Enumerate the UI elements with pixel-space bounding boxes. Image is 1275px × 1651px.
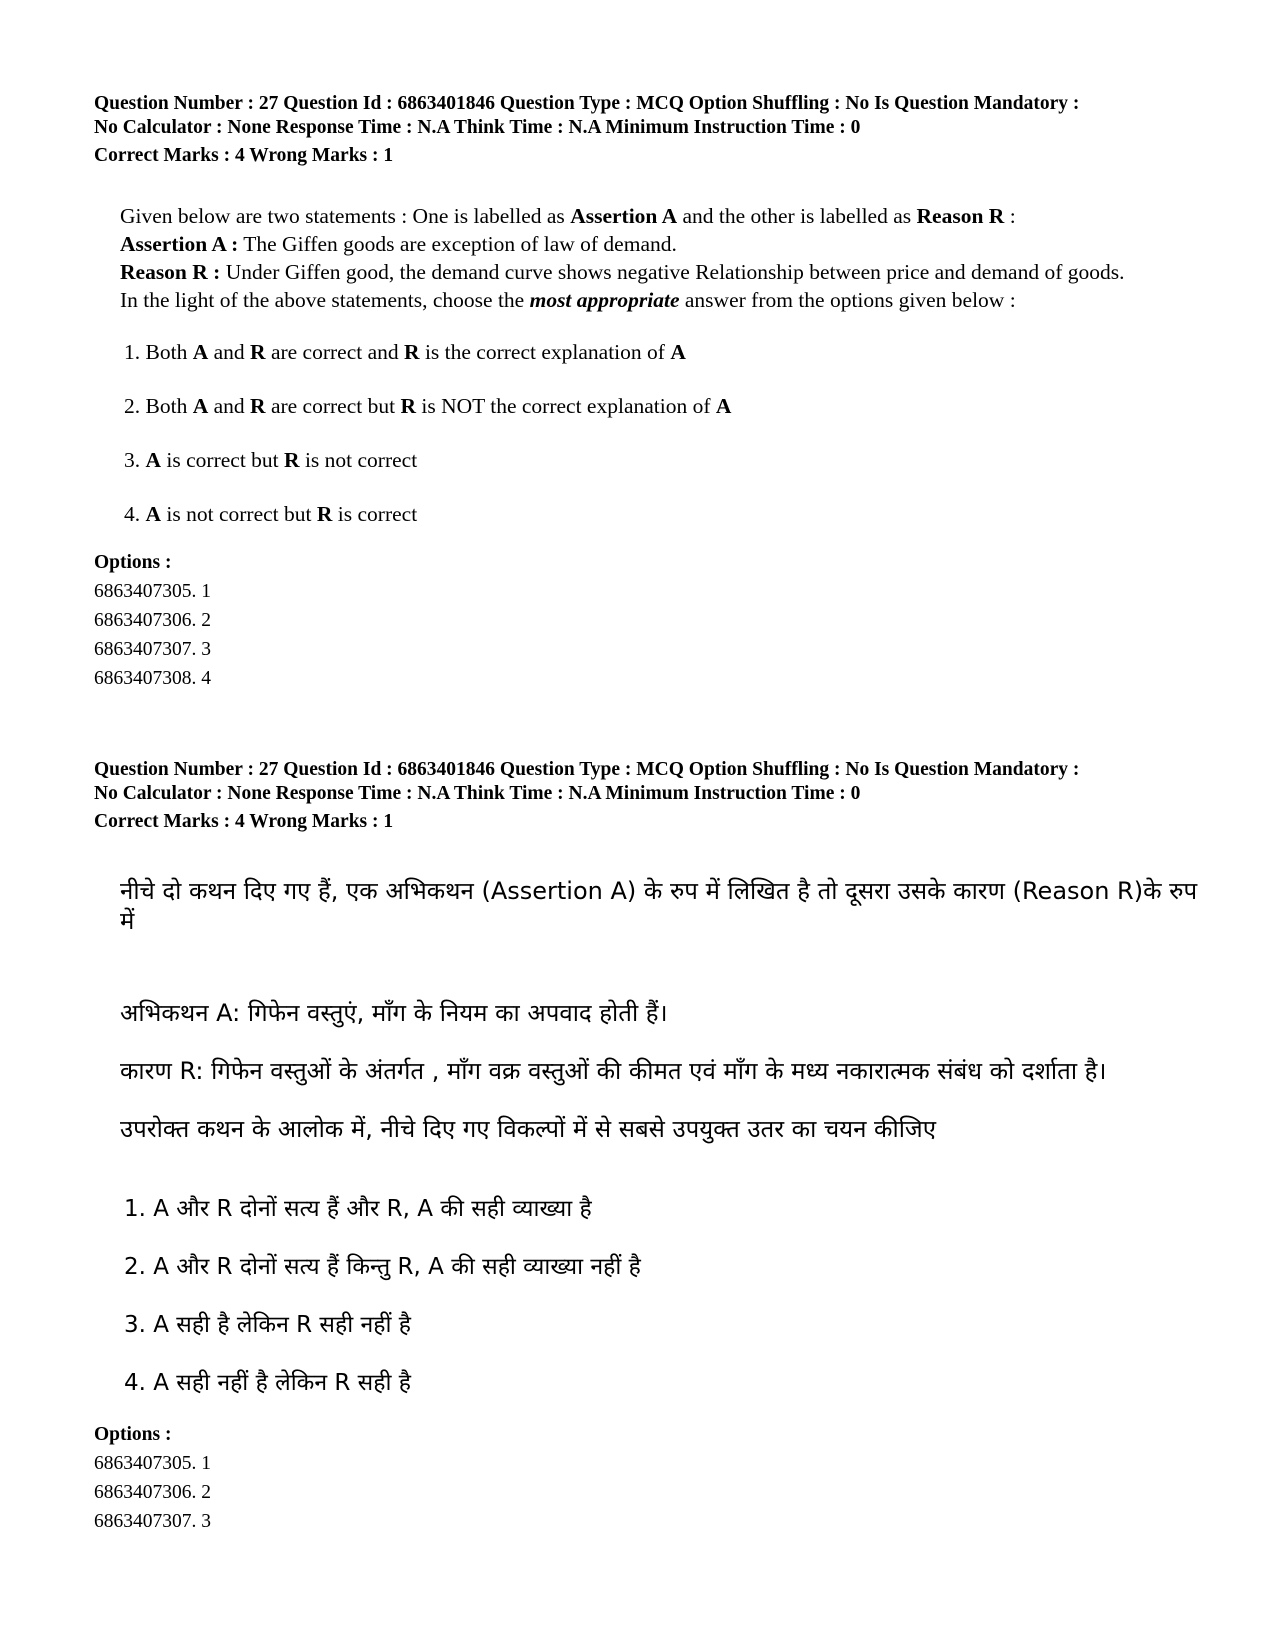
answer-choice-4: 4. A is not correct but R is correct	[124, 502, 418, 526]
option-item: 6863407306. 2	[94, 610, 211, 631]
answer-choice-1: 1. A और R दोनों सत्य हैं और R, A की सही व्याख्या है	[124, 1196, 592, 1222]
assertion-statement: Assertion A : The Giffen goods are exception of law of demand.	[120, 232, 677, 256]
question-block-hindi	[94, 758, 1198, 1536]
answer-choice-3: 3. A is correct but R is not correct	[124, 448, 418, 472]
options-heading: Options :	[94, 552, 172, 573]
question-body	[120, 202, 1200, 314]
marks-line: Correct Marks : 4 Wrong Marks : 1	[94, 811, 394, 832]
statement-intro: Given below are two statements : One is labelled as Assertion A and the other is labelled as Reason R :	[120, 204, 1016, 228]
instruction-text-hindi: उपरोक्त कथन के आलोक में, नीचे दिए गए विकल्पों में से सबसे उपयुक्त उतर का चयन कीजिए	[120, 1115, 936, 1143]
question-block-english	[94, 92, 1194, 693]
option-item: 6863407306. 2	[94, 1482, 211, 1503]
answer-choice-1: 1. Both A and R are correct and R is the correct explanation of A	[124, 340, 686, 364]
question-body-hindi	[120, 876, 1205, 1144]
answer-choice-3: 3. A सही है लेकिन R सही नहीं है	[124, 1312, 411, 1338]
question-meta-line-1: Question Number : 27 Question Id : 6863401846 Question Type : MCQ Option Shuffling : No Is Question Mandatory :	[94, 759, 1080, 780]
options-list	[94, 1420, 1194, 1536]
statement-intro-hindi: नीचे दो कथन दिए गए हैं, एक अभिकथन (Assertion A) के रुप में लिखित है तो दूसरा उसके कारण (Reason R)के रुप में	[120, 877, 1198, 935]
question-meta-line-1: Question Number : 27 Question Id : 6863401846 Question Type : MCQ Option Shuffling : No Is Question Mandatory :	[94, 93, 1080, 114]
reason-statement: Reason R : Under Giffen good, the demand curve shows negative Relationship between price and demand of goods.	[120, 260, 1125, 284]
options-heading: Options :	[94, 1424, 172, 1445]
answer-choice-4: 4. A सही नहीं है लेकिन R सही है	[124, 1370, 411, 1396]
answer-choices	[124, 338, 1194, 528]
option-item: 6863407305. 1	[94, 581, 211, 602]
answer-choice-2: 2. A और R दोनों सत्य हैं किन्तु R, A की सही व्याख्या नहीं है	[124, 1254, 641, 1280]
question-meta-line-2: No Calculator : None Response Time : N.A Think Time : N.A Minimum Instruction Time : 0	[94, 783, 861, 804]
option-item: 6863407307. 3	[94, 1511, 211, 1532]
option-item: 6863407308. 4	[94, 668, 211, 689]
options-list	[94, 548, 1194, 693]
marks-line: Correct Marks : 4 Wrong Marks : 1	[94, 145, 394, 166]
question-meta-line-2: No Calculator : None Response Time : N.A Think Time : N.A Minimum Instruction Time : 0	[94, 117, 861, 138]
answer-choices-hindi	[124, 1194, 1194, 1398]
assertion-statement-hindi: अभिकथन A: गिफेन वस्तुएं, माँग के नियम का अपवाद होती हैं।	[120, 999, 668, 1027]
instruction-text: In the light of the above statements, choose the most appropriate answer from the options given below :	[120, 288, 1016, 312]
option-item: 6863407305. 1	[94, 1453, 211, 1474]
reason-statement-hindi: कारण R: गिफेन वस्तुओं के अंतर्गत , माँग वक्र वस्तुओं की कीमत एवं माँग के मध्य नकारात्मक संबंध को दर्शाता है।	[120, 1057, 1107, 1085]
option-item: 6863407307. 3	[94, 639, 211, 660]
answer-choice-2: 2. Both A and R are correct but R is NOT the correct explanation of A	[124, 394, 732, 418]
